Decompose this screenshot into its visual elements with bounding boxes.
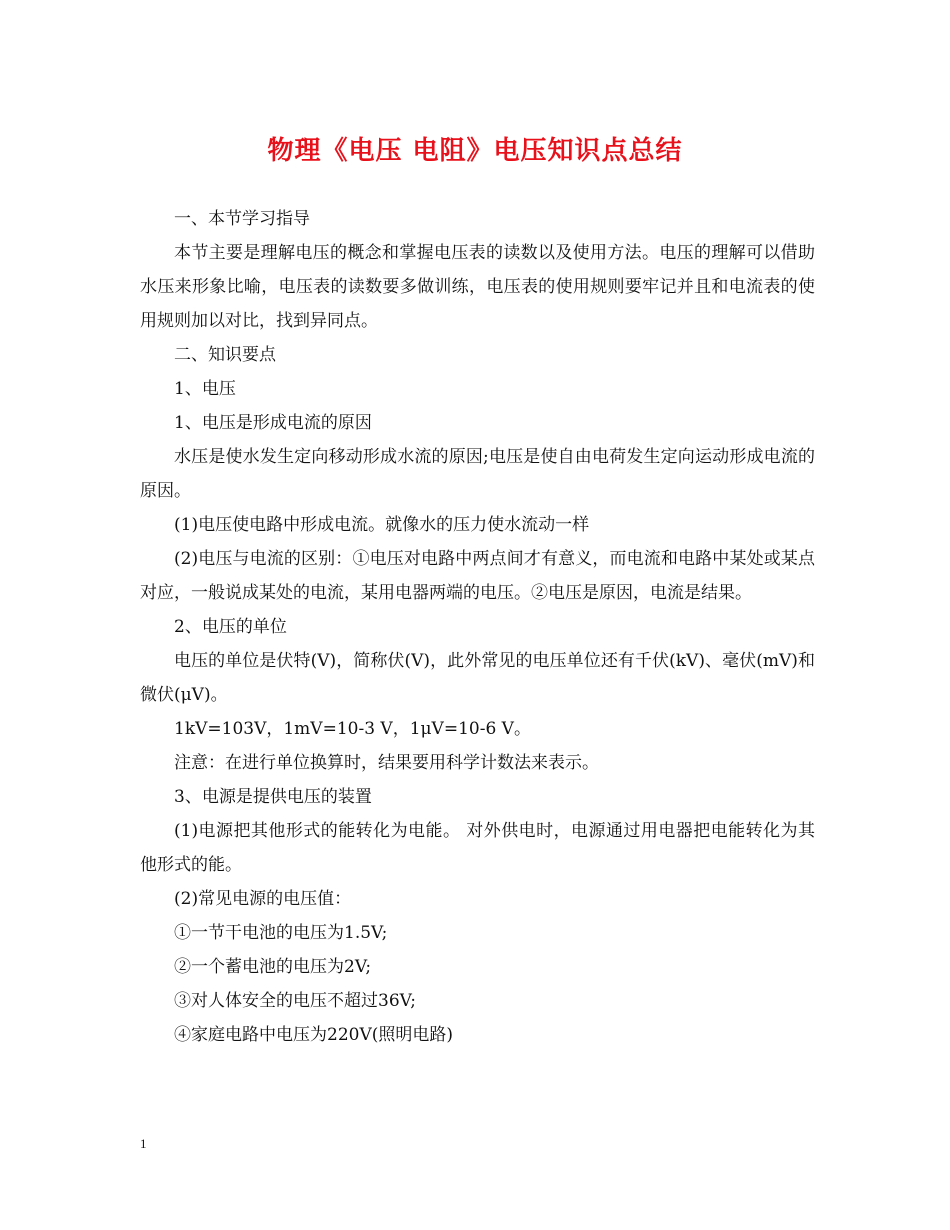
list-item-safe-voltage: ③对人体安全的电压不超过36V; — [174, 991, 416, 1011]
paragraph-common-voltages: (2)常见电源的电压值： — [174, 889, 352, 909]
paragraph-note: 注意：在进行单位换算时，结果要用科学计数法来表示。 — [174, 753, 599, 773]
paragraph-water-analogy: 水压是使水发生定向移动形成水流的原因;电压是使自由电荷发生定向运动形成电流的原因。 — [140, 447, 815, 501]
paragraph-point-2: (2)电压与电流的区别：①电压对电路中两点间才有意义，而电流和电路中某处或某点对应，一般说成某处的电流，某用电器两端的电压。②电压是原因，电流是结果。 — [140, 549, 815, 603]
page-number: 1 — [140, 1136, 147, 1151]
list-item-battery: ②一个蓄电池的电压为2V; — [174, 957, 372, 977]
paragraph-units: 电压的单位是伏特(V)，简称伏(V)，此外常见的电压单位还有千伏(kV)、毫伏(mV)和微伏(μV)。 — [140, 651, 815, 705]
subheading-power-source: 3、电源是提供电压的装置 — [174, 787, 372, 807]
paragraph-unit-conversion: 1kV=103V，1mV=10-3 V，1μV=10-6 V。 — [174, 719, 531, 739]
subheading-voltage: 1、电压 — [174, 379, 236, 399]
section-heading-guidance: 一、本节学习指导 — [174, 209, 310, 229]
document-title: 物理《电压 电阻》电压知识点总结 — [267, 136, 683, 166]
paragraph-guidance: 本节主要是理解电压的概念和掌握电压表的读数以及使用方法。电压的理解可以借助水压来形象比喻，电压表的读数要多做训练，电压表的使用规则要牢记并且和电流表的使用规则加以对比，找到异同点。 — [140, 243, 815, 331]
subheading-voltage-units: 2、电压的单位 — [174, 617, 287, 637]
paragraph-source-energy: (1)电源把其他形式的能转化为电能。 对外供电时，电源通过用电器把电能转化为其他形式的能。 — [140, 821, 815, 875]
list-item-household-voltage: ④家庭电路中电压为220V(照明电路) — [174, 1025, 453, 1045]
list-item-dry-cell: ①一节干电池的电压为1.5V; — [174, 923, 388, 943]
document-body — [140, 202, 815, 1052]
section-heading-key-points: 二、知识要点 — [174, 345, 276, 365]
paragraph-point-1: (1)电压使电路中形成电流。就像水的压力使水流动一样 — [174, 515, 590, 535]
subheading-voltage-cause: 1、电压是形成电流的原因 — [174, 413, 372, 433]
